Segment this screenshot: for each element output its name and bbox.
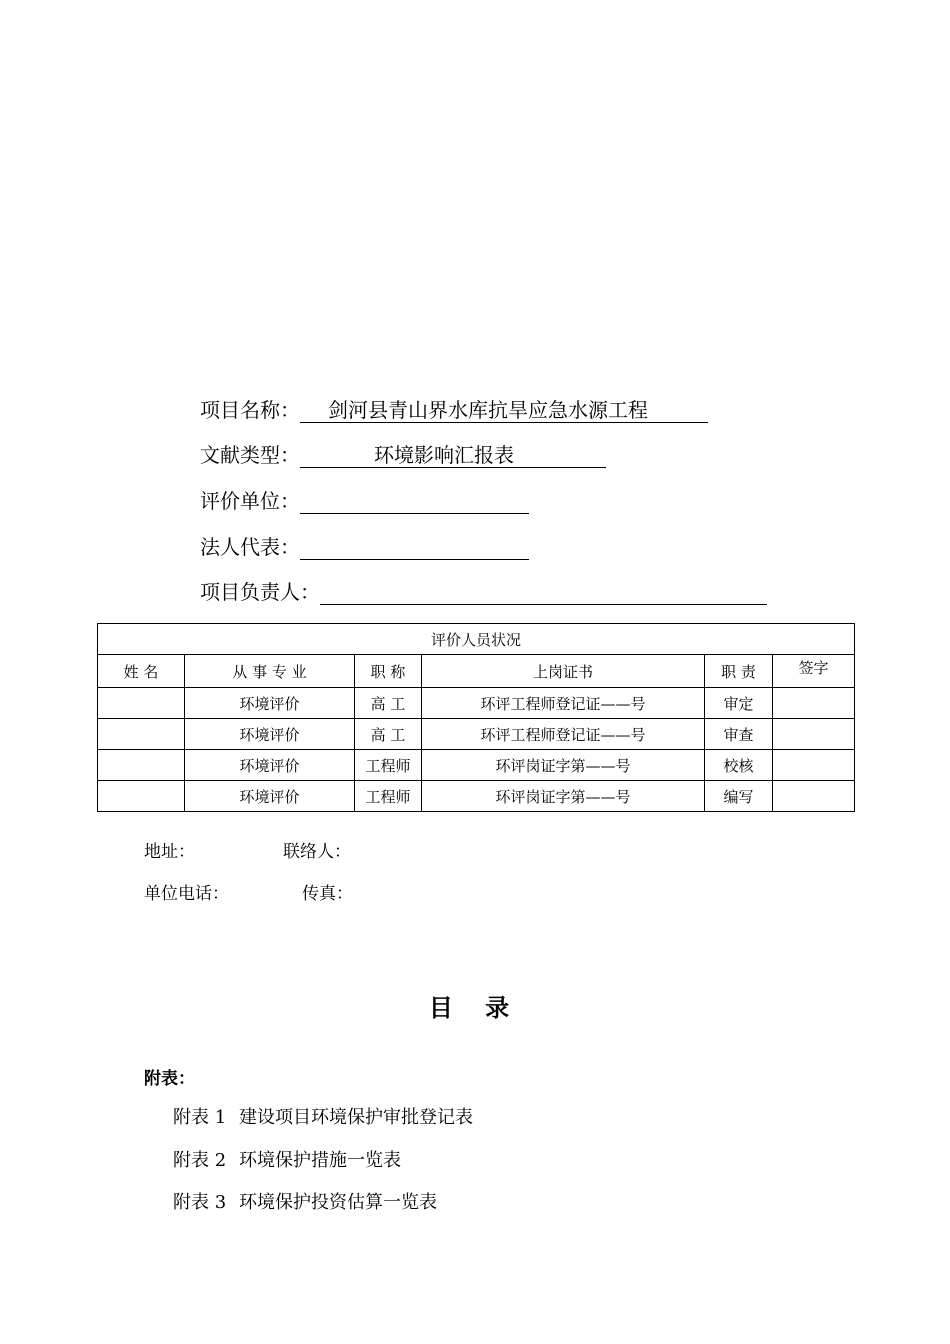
staff-duty-cell: 审查 [705,719,773,750]
staff-field-cell: 环境评价 [185,781,355,812]
project-leader-label: 项目负责人： [200,580,320,604]
project-name-value: 剑河县青山界水库抗旱应急水源工程 [300,395,708,423]
header-field: 从 事 专 业 [185,655,355,688]
fax-label: 传真： [302,884,353,904]
eval-unit-field [200,486,529,516]
staff-signature-cell [773,719,855,750]
appendix-heading: 附表： [144,1069,195,1089]
staff-name-cell [98,781,185,812]
staff-cert-cell: 环评岗证字第——号 [422,750,705,781]
staff-title-cell: 工程师 [355,750,422,781]
table-row [98,781,855,812]
toc-title: 目 录 [428,994,522,1022]
staff-signature-cell [773,750,855,781]
project-name-label: 项目名称： [200,398,300,422]
project-name-field [200,395,708,425]
doc-type-field [200,440,606,470]
staff-name-cell [98,719,185,750]
appendix-number: 附表 2 [173,1150,227,1171]
header-duty: 职 责 [705,655,773,688]
staff-cert-cell: 环评工程师登记证——号 [422,688,705,719]
staff-signature-cell [773,781,855,812]
staff-cert-cell: 环评岗证字第——号 [422,781,705,812]
phone-label: 单位电话： [144,884,229,904]
staff-duty-cell: 审定 [705,688,773,719]
eval-unit-value [300,486,529,514]
staff-field-cell: 环境评价 [185,719,355,750]
staff-title-cell: 工程师 [355,781,422,812]
legal-rep-value [300,532,529,560]
header-name: 姓 名 [98,655,185,688]
project-leader-value [320,577,767,605]
contact-person-label: 联络人： [283,842,351,862]
appendix-text: 建设项目环境保护审批登记表 [239,1107,473,1128]
legal-rep-field [200,532,529,562]
staff-signature-cell [773,688,855,719]
staff-table-header-row [98,655,855,688]
staff-field-cell: 环境评价 [185,688,355,719]
address-label: 地址： [144,842,195,862]
staff-title-cell: 高 工 [355,688,422,719]
doc-type-label: 文献类型： [200,443,300,467]
appendix-number: 附表 3 [173,1192,227,1213]
staff-title-cell: 高 工 [355,719,422,750]
staff-cert-cell: 环评工程师登记证——号 [422,719,705,750]
list-item [173,1148,401,1174]
doc-type-value: 环境影响汇报表 [300,440,606,468]
eval-unit-label: 评价单位： [200,489,300,513]
staff-name-cell [98,688,185,719]
project-leader-field [200,577,767,607]
header-signature: 签字 [773,655,855,688]
staff-duty-cell: 校核 [705,750,773,781]
staff-table-title: 评价人员状况 [98,624,855,655]
list-item [173,1190,437,1216]
legal-rep-label: 法人代表： [200,535,300,559]
staff-field-cell: 环境评价 [185,750,355,781]
header-cert: 上岗证书 [422,655,705,688]
table-row [98,719,855,750]
header-title: 职 称 [355,655,422,688]
staff-name-cell [98,750,185,781]
staff-duty-cell: 编写 [705,781,773,812]
appendix-number: 附表 1 [173,1107,227,1128]
appendix-text: 环境保护投资估算一览表 [239,1192,437,1213]
staff-table [97,623,855,812]
table-row [98,750,855,781]
appendix-text: 环境保护措施一览表 [239,1150,401,1171]
table-row [98,688,855,719]
list-item [173,1105,473,1131]
